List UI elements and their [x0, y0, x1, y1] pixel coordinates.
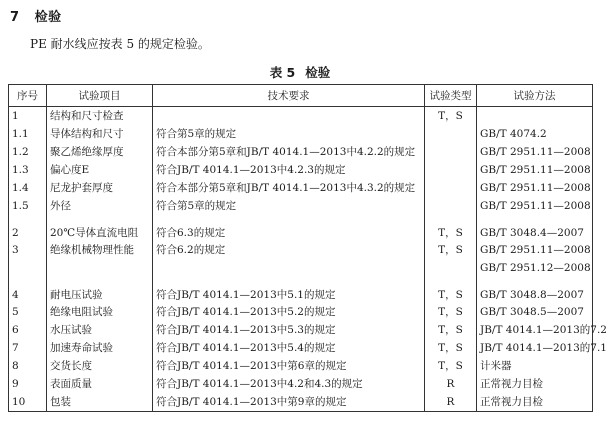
table-row [9, 321, 593, 339]
cell-seq: 1.2 [9, 143, 47, 161]
table-row [9, 107, 593, 126]
cell-requirement: 符合第5章的规定 [153, 125, 425, 143]
cell-test-type [425, 197, 477, 215]
cell-requirement: 符合JB/T 4014.1—2013中4.2和4.3的规定 [153, 375, 425, 393]
cell-test-type: T，S [425, 303, 477, 321]
cell-test-type [425, 125, 477, 143]
cell-test-type [425, 179, 477, 197]
cell-requirement: 符合JB/T 4014.1—2013中4.2.3的规定 [153, 161, 425, 179]
table-row [9, 375, 593, 393]
header-requirement: 技术要求 [153, 85, 425, 107]
cell-test-type [425, 143, 477, 161]
cell-seq: 4 [9, 277, 47, 303]
cell-method: GB/T 2951.11—2008 [477, 161, 593, 179]
table-row [9, 161, 593, 179]
cell-requirement [153, 259, 425, 277]
cell-requirement: 符合JB/T 4014.1—2013中第6章的规定 [153, 357, 425, 375]
header-item: 试验项目 [47, 85, 153, 107]
header-method: 试验方法 [477, 85, 593, 107]
cell-requirement: 符合第5章的规定 [153, 197, 425, 215]
header-seq: 序号 [9, 85, 47, 107]
cell-seq [9, 259, 47, 277]
cell-item: 20℃导体直流电阻 [47, 215, 153, 241]
cell-requirement: 符合本部分第5章和JB/T 4014.1—2013中4.2.2的规定 [153, 143, 425, 161]
cell-requirement: 符合6.3的规定 [153, 215, 425, 241]
cell-method: GB/T 3048.8—2007 [477, 277, 593, 303]
intro-paragraph: PE 耐水线应按表 5 的规定检验。 [30, 37, 210, 51]
cell-item: 水压试验 [47, 321, 153, 339]
cell-seq: 1.1 [9, 125, 47, 143]
table-row [9, 241, 593, 259]
section-heading [10, 6, 62, 25]
cell-requirement: 符合JB/T 4014.1—2013中5.1的规定 [153, 277, 425, 303]
table-row [9, 125, 593, 143]
table-number: 表 5 [269, 65, 296, 80]
cell-method: GB/T 2951.12—2008 [477, 259, 593, 277]
cell-requirement [153, 107, 425, 126]
table-row [9, 303, 593, 321]
inspection-table [8, 84, 607, 412]
cell-method: JB/T 4014.1—2013的7.1 [477, 339, 593, 357]
cell-test-type: T，S [425, 339, 477, 357]
cell-method: GB/T 3048.5—2007 [477, 303, 593, 321]
cell-requirement: 符合JB/T 4014.1—2013中5.2的规定 [153, 303, 425, 321]
cell-item: 绝缘电阻试验 [47, 303, 153, 321]
cell-item: 包装 [47, 393, 153, 412]
cell-item: 加速寿命试验 [47, 339, 153, 357]
cell-seq: 7 [9, 339, 47, 357]
cell-method: GB/T 2951.11—2008 [477, 179, 593, 197]
cell-seq: 3 [9, 241, 47, 259]
cell-item: 外径 [47, 197, 153, 215]
cell-item: 耐电压试验 [47, 277, 153, 303]
table-row [9, 197, 593, 215]
cell-method: JB/T 4014.1—2013的7.2 [477, 321, 593, 339]
cell-test-type: T，S [425, 215, 477, 241]
cell-method: GB/T 2951.11—2008 [477, 241, 593, 259]
cell-seq: 1.5 [9, 197, 47, 215]
cell-test-type: R [425, 393, 477, 412]
table-header-row [9, 85, 593, 107]
cell-test-type [425, 161, 477, 179]
table-row [9, 277, 593, 303]
cell-test-type: R [425, 375, 477, 393]
cell-method: 正常视力目检 [477, 393, 593, 412]
cell-seq: 10 [9, 393, 47, 412]
table-name: 检验 [305, 65, 331, 80]
cell-seq: 2 [9, 215, 47, 241]
cell-item: 偏心度E [47, 161, 153, 179]
cell-seq: 6 [9, 321, 47, 339]
cell-test-type: T，S [425, 357, 477, 375]
cell-item: 交货长度 [47, 357, 153, 375]
table-row [9, 357, 593, 375]
table-row [9, 143, 593, 161]
cell-requirement: 符合JB/T 4014.1—2013中第9章的规定 [153, 393, 425, 412]
cell-method: GB/T 3048.4—2007 [477, 215, 593, 241]
section-number: 7 [10, 10, 20, 25]
cell-seq: 1.3 [9, 161, 47, 179]
cell-requirement: 符合JB/T 4014.1—2013中5.3的规定 [153, 321, 425, 339]
header-test-type: 试验类型 [425, 85, 477, 107]
cell-item: 结构和尺寸检查 [47, 107, 153, 126]
cell-item: 表面质量 [47, 375, 153, 393]
cell-seq: 1 [9, 107, 47, 126]
cell-requirement: 符合JB/T 4014.1—2013中5.4的规定 [153, 339, 425, 357]
cell-requirement: 符合6.2的规定 [153, 241, 425, 259]
cell-item: 绝缘机械物理性能 [47, 241, 153, 259]
section-title: 检验 [34, 10, 62, 25]
cell-test-type: T，S [425, 241, 477, 259]
cell-method: 正常视力目检 [477, 375, 593, 393]
cell-item: 导体结构和尺寸 [47, 125, 153, 143]
cell-item [47, 259, 153, 277]
cell-method: 计米器 [477, 357, 593, 375]
cell-item: 聚乙烯绝缘厚度 [47, 143, 153, 161]
cell-test-type: T，S [425, 107, 477, 126]
cell-seq: 9 [9, 375, 47, 393]
cell-method [477, 107, 593, 126]
cell-test-type: T，S [425, 321, 477, 339]
cell-method: GB/T 4074.2 [477, 125, 593, 143]
cell-seq: 5 [9, 303, 47, 321]
cell-method: GB/T 2951.11—2008 [477, 197, 593, 215]
table-caption [0, 63, 600, 81]
cell-requirement: 符合本部分第5章和JB/T 4014.1—2013中4.3.2的规定 [153, 179, 425, 197]
table-row [9, 259, 593, 277]
table-row [9, 215, 593, 241]
table-row [9, 393, 593, 412]
cell-method: GB/T 2951.11—2008 [477, 143, 593, 161]
cell-test-type: T，S [425, 277, 477, 303]
cell-item: 尼龙护套厚度 [47, 179, 153, 197]
cell-test-type [425, 259, 477, 277]
table-row [9, 339, 593, 357]
table-row [9, 179, 593, 197]
cell-seq: 8 [9, 357, 47, 375]
cell-seq: 1.4 [9, 179, 47, 197]
